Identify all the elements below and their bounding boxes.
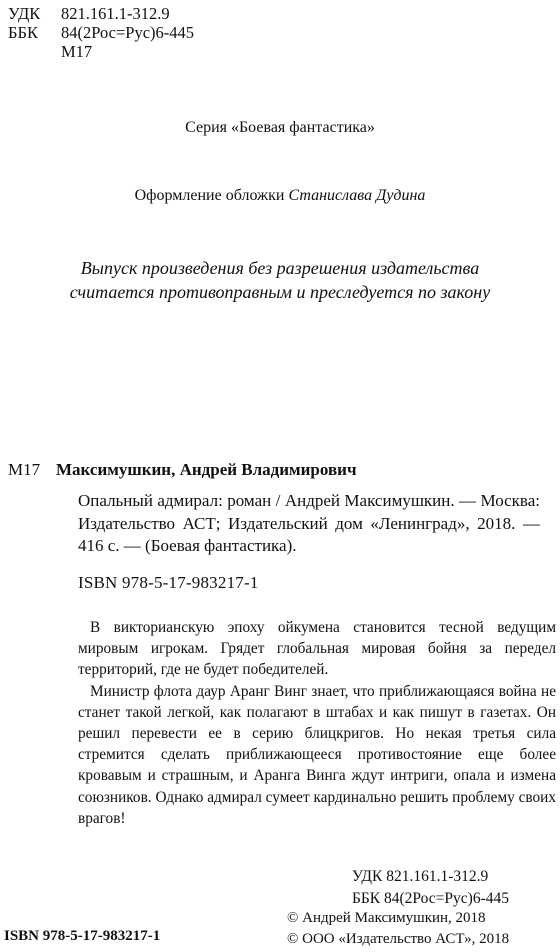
bbk-value: 84(2Рос=Рус)6-445	[61, 23, 195, 42]
annotation-paragraph-2: Министр флота даур Аранг Винг знает, что приближающаяся война не станет такой легкой, как полагают в штабах и как пишут в газетах. Он решил перевести ее в серию блицкригов. Но некая третья сила стремится сделать приближающееся противостояние еще более кровавым и страшным, и Аранга Винга ждут интриги, опала и измена союзников. Однако адмирал сумеет кардинально решить проблему своих врагов!	[78, 682, 556, 827]
copyright-warning	[0, 256, 560, 304]
catalog-card-description: Опальный адмирал: роман / Андрей Максимушкин. — Москва: Издательство АСТ; Издательский дом «Ленинград», 2018. — 416 с. — (Боевая фантастика).	[78, 491, 540, 555]
warning-line-2: считается противоправным и преследуется по закону	[69, 282, 491, 302]
bottom-bbk: ББК 84(2Рос=Рус)6-445	[352, 890, 509, 907]
bottom-udk: УДК 821.161.1-312.9	[352, 868, 489, 885]
cover-design-prefix: Оформление обложки	[134, 187, 289, 204]
copyright-publisher: © ООО «Издательство АСТ», 2018	[287, 931, 510, 947]
catalog-card-code: М17	[8, 460, 41, 479]
bbk-label: ББК	[8, 23, 38, 42]
bottom-isbn: ISBN 978-5-17-983217-1	[4, 928, 161, 944]
copyright-block	[287, 908, 509, 950]
udk-value: 821.161.1-312.9	[61, 4, 170, 23]
author-mark: М17	[61, 42, 93, 61]
bottom-classification	[352, 866, 509, 910]
catalog-card-author: Максимушкин, Андрей Владимирович	[56, 460, 357, 479]
cover-design-line	[0, 187, 560, 205]
annotation-paragraph-1: В викторианскую эпоху ойкумена становится тесной ведущим мировым игрокам. Грядет глобальная мировая бойня за передел территорий, где не будет победителей.	[78, 619, 556, 679]
udk-label: УДК	[8, 4, 41, 23]
series-line: Серия «Боевая фантастика»	[185, 119, 375, 136]
warning-line-1: Выпуск произведения без разрешения издательства	[80, 258, 480, 278]
cover-designer-name: Станислава Дудина	[288, 187, 426, 204]
classification-block	[8, 4, 194, 61]
copyright-author: © Андрей Максимушкин, 2018	[287, 910, 486, 926]
annotation	[78, 617, 556, 829]
catalog-card-isbn: ISBN 978-5-17-983217-1	[78, 573, 259, 592]
